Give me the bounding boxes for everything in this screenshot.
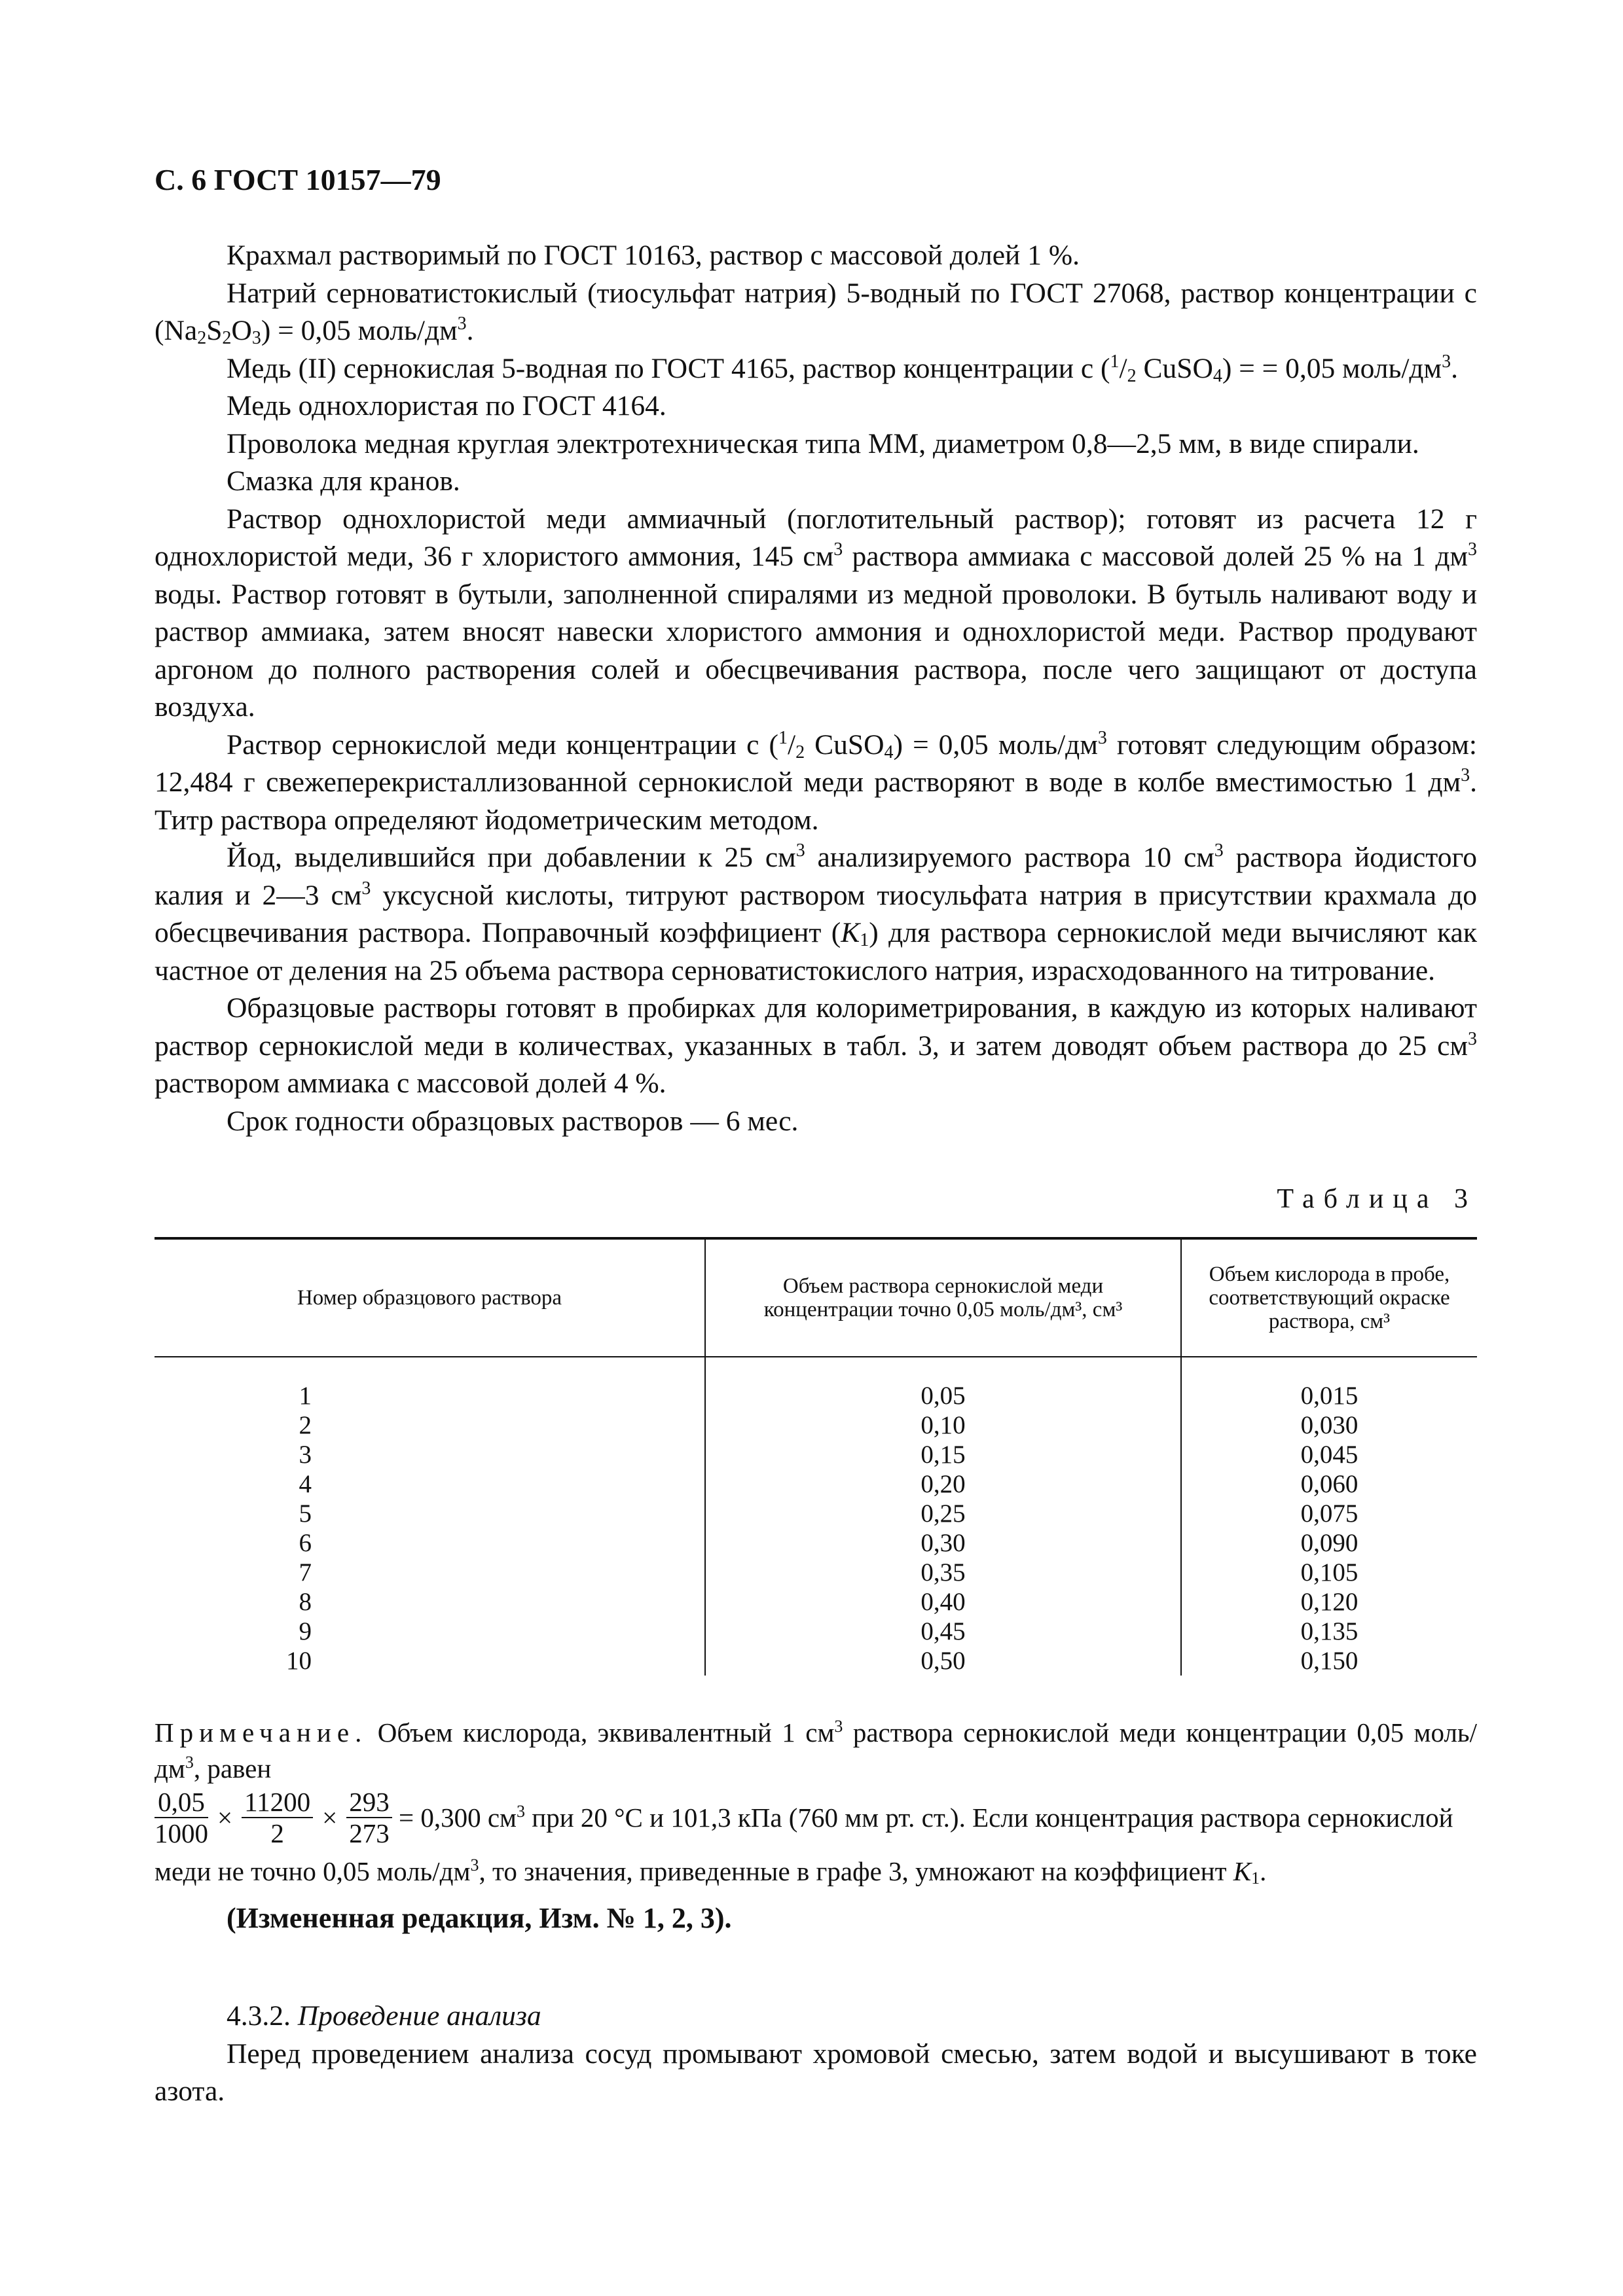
- revision-note: (Измененная редакция, Изм. № 1, 2, 3).: [227, 1902, 732, 1934]
- section-text: Перед проведением анализа сосуд промывают хромовой смесью, затем водой и высушивают в токе азота.: [155, 2037, 1477, 2107]
- table-cell: 3: [299, 1441, 312, 1469]
- table-row: [155, 1469, 1477, 1499]
- table-cell: 0,135: [1300, 1617, 1359, 1645]
- paragraph-copper-chloride: Медь однохлористая по ГОСТ 4164.: [227, 390, 666, 422]
- table-cell: 0,030: [1300, 1411, 1359, 1439]
- page-header: С. 6 ГОСТ 10157—79: [155, 163, 441, 196]
- table-cell: 0,150: [1300, 1647, 1359, 1675]
- paragraph-copper-solution-prep: Раствор сернокислой меди концентрации c ($^1/_2$ CuSO$_4$) = 0,05 моль/$дм^3$ готовят следующим образом: 12,484 г свежеперекристаллизованной сернокислой меди растворяют в воде в колбе вместимостью 1 $дм^3$. Титр раствора определяют йодометрическим методом.: [155, 727, 1477, 836]
- paragraph-thiosulfate: Натрий серноватистокислый (тиосульфат натрия) 5-водный по ГОСТ 27068, раствор концентрации c $(Na_2S_2O_3) = 0,05$ моль/$дм^3$.: [155, 277, 1477, 348]
- reference-solutions-table: [155, 1237, 1477, 1676]
- table-cell: 10: [286, 1647, 312, 1675]
- oxygen-equivalent-formula: $\frac{0,05}{1000}$ × $\frac{11200}{2}$ × $\frac{293}{273}$ = 0,300 $см^3$ при 20 °С и 101,3 кПа (760 мм рт. ст.). Если концентрация раствора сернокислой меди не точно 0,05 моль/$дм^3$, то значения, приведенные в графе 3, умножают на коэффициент $K_1$.: [155, 1787, 1453, 1888]
- table-cell: 0,15: [705, 1440, 1181, 1469]
- table-caption: Таблица 3: [1277, 1184, 1477, 1214]
- table-cell: 0,015: [1300, 1382, 1359, 1410]
- table-cell: 0,35: [705, 1558, 1181, 1587]
- table-cell: 0,25: [705, 1499, 1181, 1528]
- materials-list: [155, 237, 1477, 1140]
- table-note: Примечание. Объем кислорода, эквивалентный 1 $см^3$ раствора сернокислой меди концентрации 0,05 моль/$дм^3$, равен: [155, 1717, 1477, 1784]
- paragraph-shelf-life: Срок годности образцовых растворов — 6 мес.: [227, 1105, 799, 1137]
- table-row: [155, 1646, 1477, 1676]
- table-cell: 0,120: [1300, 1588, 1359, 1616]
- fraction: $\frac{11200}{2}$: [242, 1787, 313, 1848]
- paragraph-absorbent-solution: Раствор однохлористой меди аммиачный (поглотительный раствор); готовят из расчета 12 г однохлористой меди, 36 г хлористого аммония, 145 $см^3$ раствора аммиака с массовой долей 25 % на 1 $дм^3$ воды. Раствор готовят в бутыли, заполненной спиралями из медной проволоки. В бутыль наливают воду и раствор аммиака, затем вносят навески хлористого аммония и однохлористой меди. Раствор продувают аргоном до полного растворения солей и обесцвечивания раствора, после чего защищают от доступа воздуха.: [155, 503, 1477, 723]
- table-row: [155, 1558, 1477, 1587]
- table-cell: 7: [299, 1558, 312, 1587]
- paragraph-starch: Крахмал растворимый по ГОСТ 10163, раствор с массовой долей 1 %.: [227, 240, 1080, 271]
- table-cell: 0,50: [705, 1646, 1181, 1676]
- table-cell: 5: [299, 1499, 312, 1528]
- table-cell: 0,075: [1300, 1499, 1359, 1528]
- table-row: [155, 1617, 1477, 1646]
- table-cell: 1: [299, 1382, 312, 1410]
- fraction: $\frac{293}{273}$: [346, 1787, 392, 1848]
- table-row: [155, 1587, 1477, 1617]
- table-cell: 2: [299, 1411, 312, 1439]
- table-header-cell: Номер образцового раствора: [155, 1238, 705, 1357]
- table-cell: 0,40: [705, 1587, 1181, 1617]
- paragraph-grease: Смазка для кранов.: [227, 465, 460, 497]
- paragraph-copper-sulfate: Медь (II) сернокислая 5-водная по ГОСТ 4165, раствор концентрации c ($^1/_2$ CuSO$_4$) = = 0,05 моль/$дм^3$.: [227, 351, 1458, 386]
- paragraph-reference-solutions: Образцовые растворы готовят в пробирках для колориметрирования, в каждую из которых наливают раствор сернокислой меди в количествах, указанных в табл. 3, и затем доводят объем раствора до 25 $см^3$ раствором аммиака с массовой долей 4 %.: [155, 992, 1477, 1099]
- table-row: [155, 1440, 1477, 1469]
- fraction: $\frac{0,05}{1000}$: [155, 1787, 208, 1848]
- table-body: [155, 1357, 1477, 1676]
- table-cell: 0,090: [1300, 1529, 1359, 1557]
- table-row: [155, 1499, 1477, 1528]
- note-label: Примечание.: [155, 1717, 368, 1748]
- table-cell: 0,10: [705, 1410, 1181, 1440]
- table-row: [155, 1357, 1477, 1410]
- table-header-row: [155, 1238, 1477, 1357]
- table-row: [155, 1410, 1477, 1440]
- table-cell: 0,045: [1300, 1441, 1359, 1469]
- table-cell: 0,060: [1300, 1470, 1359, 1498]
- table-header-cell: Объем кислорода в пробе, соответствующий окраске раствора, см³: [1181, 1238, 1477, 1357]
- paragraph-copper-wire: Проволока медная круглая электротехническая типа ММ, диаметром 0,8—2,5 мм, в виде спирали.: [227, 427, 1419, 459]
- table-cell: 0,105: [1300, 1558, 1359, 1587]
- table-cell: 6: [299, 1529, 312, 1557]
- section-heading: 4.3.2. Проведение анализа: [227, 2000, 541, 2032]
- table-cell: 0,45: [705, 1617, 1181, 1646]
- table-cell: 0,30: [705, 1528, 1181, 1558]
- section-4-3-2: [155, 1998, 1477, 2111]
- table-cell: 4: [299, 1470, 312, 1498]
- table-header-cell: Объем раствора сернокислой меди концентрации точно 0,05 моль/дм³, см³: [705, 1238, 1181, 1357]
- table-row: [155, 1528, 1477, 1558]
- paragraph-iodine-titration: Йод, выделившийся при добавлении к 25 $см^3$ анализируемого раствора 10 $см^3$ раствора йодистого калия и 2—3 $см^3$ уксусной кислоты, титруют раствором тиосульфата натрия в присутствии крахмала до обесцвечивания раствора. Поправочный коэффициент $(K_1)$ для раствора сернокислой меди вычисляют как частное от деления на 25 объема раствора серноватистокислого натрия, израсходованного на титрование.: [155, 840, 1477, 986]
- table-cell: 0,20: [705, 1469, 1181, 1499]
- table-cell: 9: [299, 1617, 312, 1645]
- formula-result-text: = 0,300 $см^3$ при 20 °С и 101,3 кПа (760 мм рт. ст.). Если концентрация раствора сернокислой меди не точно 0,05 моль/$дм^3$, то значения, приведенные в графе 3, умножают на коэффициент $K_1$.: [155, 1802, 1453, 1888]
- table-cell: 0,05: [705, 1357, 1181, 1410]
- table-cell: 8: [299, 1588, 312, 1616]
